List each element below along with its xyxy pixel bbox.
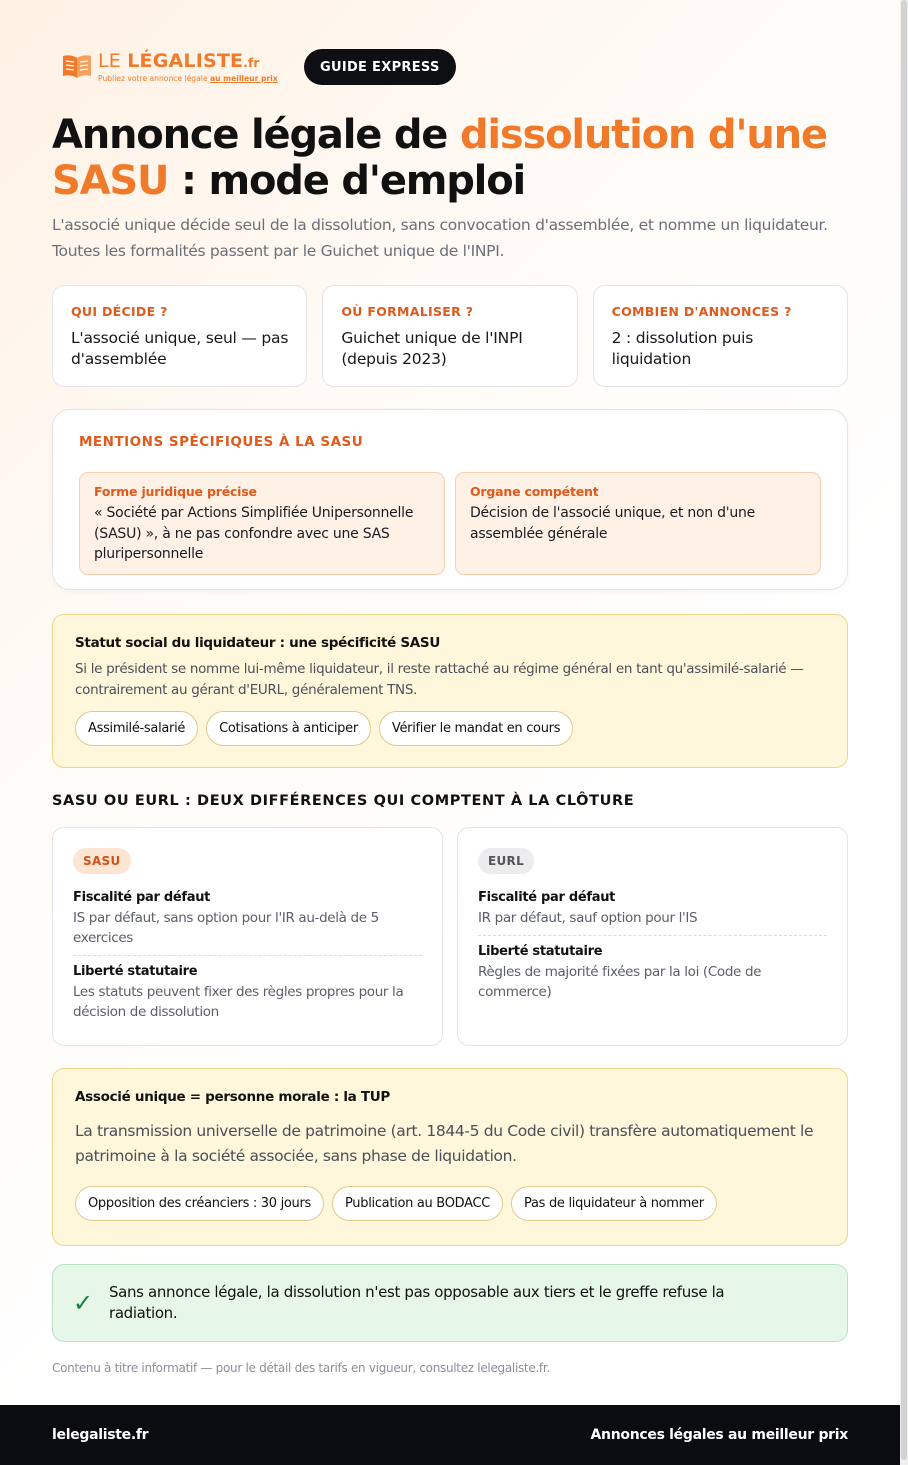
callout-title: Statut social du liquidateur : une spécificité SASU <box>75 635 441 651</box>
footer-tagline: Annonces légales au meilleur prix <box>590 1427 848 1443</box>
fact-card <box>322 285 577 387</box>
chip: Cotisations à anticiper <box>206 711 371 746</box>
compare-title: SASU OU EURL : DEUX DIFFÉRENCES QUI COMPTENT À LA CLÔTURE <box>52 793 635 809</box>
guide-badge: GUIDE EXPRESS <box>304 49 456 85</box>
check-icon: ✓ <box>73 1289 94 1317</box>
mention-title: Organe compétent <box>470 484 599 499</box>
divider <box>73 955 422 956</box>
callout-title: Associé unique = personne morale : la TUP <box>75 1089 391 1105</box>
fact-question: QUI DÉCIDE ? <box>71 304 168 319</box>
footer-site-link[interactable]: lelegaliste.fr <box>52 1427 149 1443</box>
fact-question: COMBIEN D'ANNONCES ? <box>611 304 792 319</box>
property-text: Les statuts peuvent fixer des règles propres pour la décision de dissolution <box>73 984 404 1020</box>
property-title: Fiscalité par défaut <box>478 890 616 905</box>
mentions-title: MENTIONS SPÉCIFIQUES À LA SASU <box>79 434 364 450</box>
column-label: SASU <box>73 848 131 874</box>
compare-column-eurl <box>457 827 848 1046</box>
open-book-icon <box>62 53 92 79</box>
property-title: Fiscalité par défaut <box>73 890 211 905</box>
property-title: Liberté statutaire <box>478 944 603 959</box>
scrollbar-thumb[interactable] <box>901 0 907 1460</box>
footer <box>0 1405 900 1465</box>
divider <box>478 935 827 936</box>
comparison <box>52 827 848 1046</box>
fact-answer: Guichet unique de l'INPI (depuis 2023) <box>341 329 523 368</box>
fact-card <box>593 285 848 387</box>
tup-callout <box>52 1068 848 1246</box>
compare-column-sasu <box>52 827 443 1046</box>
fact-question: OÙ FORMALISER ? <box>341 304 474 319</box>
property-text: Règles de majorité fixées par la loi (Code de commerce) <box>478 964 762 1000</box>
chip-list <box>75 1186 825 1221</box>
mention-text: Décision de l'associé unique, et non d'une assemblée générale <box>470 505 755 542</box>
callout-text: La transmission universelle de patrimoine (art. 1844-5 du Code civil) transfère automatiquement le patrimoine à la société associée, sans phase de liquidation. <box>75 1122 814 1165</box>
column-label: EURL <box>478 848 534 874</box>
chip: Opposition des créanciers : 30 jours <box>75 1186 324 1221</box>
mention-item <box>79 472 445 575</box>
liquidator-status-callout <box>52 614 848 768</box>
logo-tagline: Publiez votre annonce légale au meilleur prix <box>98 74 278 83</box>
logo[interactable] <box>62 50 284 84</box>
property <box>478 890 827 936</box>
fact-answer: 2 : dissolution puis liquidation <box>611 329 754 368</box>
mentions-card <box>52 409 848 590</box>
header <box>62 48 456 86</box>
chip: Assimilé-salarié <box>75 711 198 746</box>
property-text: IR par défaut, sauf option pour l'IS <box>478 910 698 926</box>
scrollbar[interactable] <box>900 0 908 1465</box>
fact-answer: L'associé unique, seul — pas d'assemblée <box>71 329 289 368</box>
callout-text: Si le président se nomme lui-même liquidateur, il reste rattaché au régime général en tant qu'assimilé-salarié — contrairement au gérant d'EURL, généralement TNS. <box>75 661 804 698</box>
key-facts <box>52 285 848 387</box>
success-text: Sans annonce légale, la dissolution n'est pas opposable aux tiers et le greffe refuse la radiation. <box>109 1283 725 1322</box>
mention-item <box>455 472 821 575</box>
property <box>73 964 422 1022</box>
chip: Pas de liquidateur à nommer <box>511 1186 717 1221</box>
property-text: IS par défaut, sans option pour l'IR au-delà de 5 exercices <box>73 910 379 946</box>
mention-title: Forme juridique précise <box>94 484 257 499</box>
property <box>478 944 827 1002</box>
fact-card <box>52 285 307 387</box>
chip-list <box>75 711 825 746</box>
success-callout <box>52 1264 848 1342</box>
property <box>73 890 422 956</box>
chip: Vérifier le mandat en cours <box>379 711 573 746</box>
logo-name: LE LÉGALISTE.fr <box>98 50 260 72</box>
mention-text: « Société par Actions Simplifiée Unipersonnelle (SASU) », à ne pas confondre avec une SAS pluripersonnelle <box>94 505 414 562</box>
property-title: Liberté statutaire <box>73 964 198 979</box>
page-title: Annonce légale de dissolution d'une SASU : mode d'emploi <box>52 112 827 204</box>
page-subtitle: L'associé unique décide seul de la dissolution, sans convocation d'assemblée, et nomme un liquidateur. Toutes les formalités passent par le Guichet unique de l'INPI. <box>52 216 828 260</box>
chip: Publication au BODACC <box>332 1186 503 1221</box>
footnote: Contenu à titre informatif — pour le détail des tarifs en vigueur, consultez lelegaliste.fr. <box>52 1361 550 1375</box>
